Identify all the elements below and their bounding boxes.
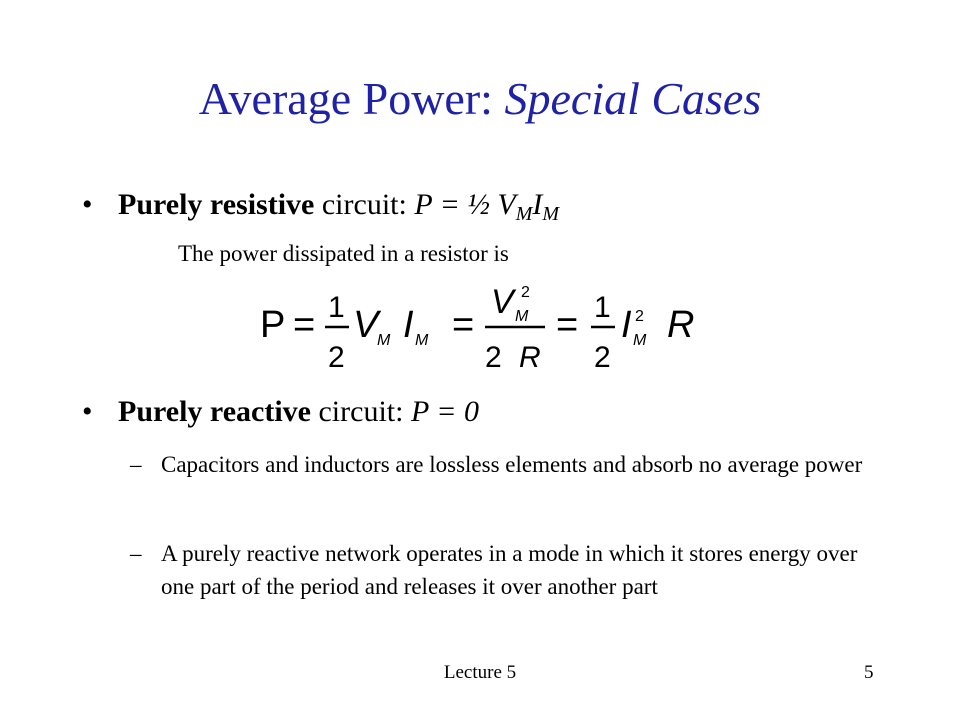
slide-title	[0, 72, 960, 125]
formula-eq-2: =	[452, 304, 475, 346]
resistive-formula-prefix: P = ½ V	[414, 188, 516, 221]
footer-page-number: 5	[864, 662, 874, 683]
resistive-formula-i: I	[532, 188, 543, 221]
footer-lecture: Lecture 5	[443, 662, 517, 683]
formula-p: P	[260, 304, 286, 346]
formula-sq-2: 2	[635, 308, 644, 325]
formula-eq-1: =	[293, 304, 316, 346]
formula-one-2: 1	[594, 291, 611, 324]
bullet-resistive-text: circuit:	[314, 188, 415, 221]
resistive-sub-vm: M	[515, 203, 533, 225]
formula-one-1: 1	[328, 291, 345, 324]
formula-i-1: I	[403, 304, 414, 346]
dash-item-text: A purely reactive network operates in a mode in which it stores energy over one part of the period and releases it over another part	[161, 541, 858, 599]
dash-mark: –	[130, 541, 142, 566]
title-italic: Special Cases	[504, 73, 762, 124]
formula-v-2: V	[491, 283, 514, 321]
formula-m-2: M	[415, 332, 429, 349]
reactive-formula: P = 0	[410, 395, 479, 428]
formula-v-1: V	[353, 304, 379, 346]
title-main: Average Power:	[198, 73, 505, 124]
formula-i-2: I	[621, 304, 632, 346]
formula-two-3: 2	[594, 341, 611, 373]
bullet-reactive-bold: Purely reactive	[118, 395, 311, 428]
bullet-dot: •	[82, 395, 93, 428]
formula-two-1: 2	[328, 341, 345, 373]
formula-sq-1: 2	[521, 284, 530, 301]
dash-item-lossless	[130, 448, 890, 481]
power-formula	[255, 283, 715, 373]
bullet-reactive	[82, 395, 479, 429]
dash-item-text: Capacitors and inductors are lossless elements and absorb no average power	[161, 452, 863, 477]
formula-m-3: M	[515, 308, 529, 325]
formula-m-1: M	[377, 332, 391, 349]
resistor-note: The power dissipated in a resistor is	[178, 241, 509, 266]
dash-mark: –	[130, 452, 142, 477]
formula-m-4: M	[633, 332, 647, 349]
dash-item-reactive-network	[130, 537, 890, 603]
formula-eq-3: =	[556, 304, 579, 346]
formula-r-1: R	[519, 341, 541, 373]
formula-two-2: 2	[485, 341, 502, 373]
bullet-resistive-bold: Purely resistive	[118, 188, 315, 221]
resistive-sub-im: M	[542, 203, 560, 225]
bullet-resistive	[82, 188, 559, 226]
formula-r-2: R	[667, 304, 695, 346]
bullet-reactive-text: circuit:	[310, 395, 411, 428]
bullet-dot: •	[82, 188, 93, 221]
